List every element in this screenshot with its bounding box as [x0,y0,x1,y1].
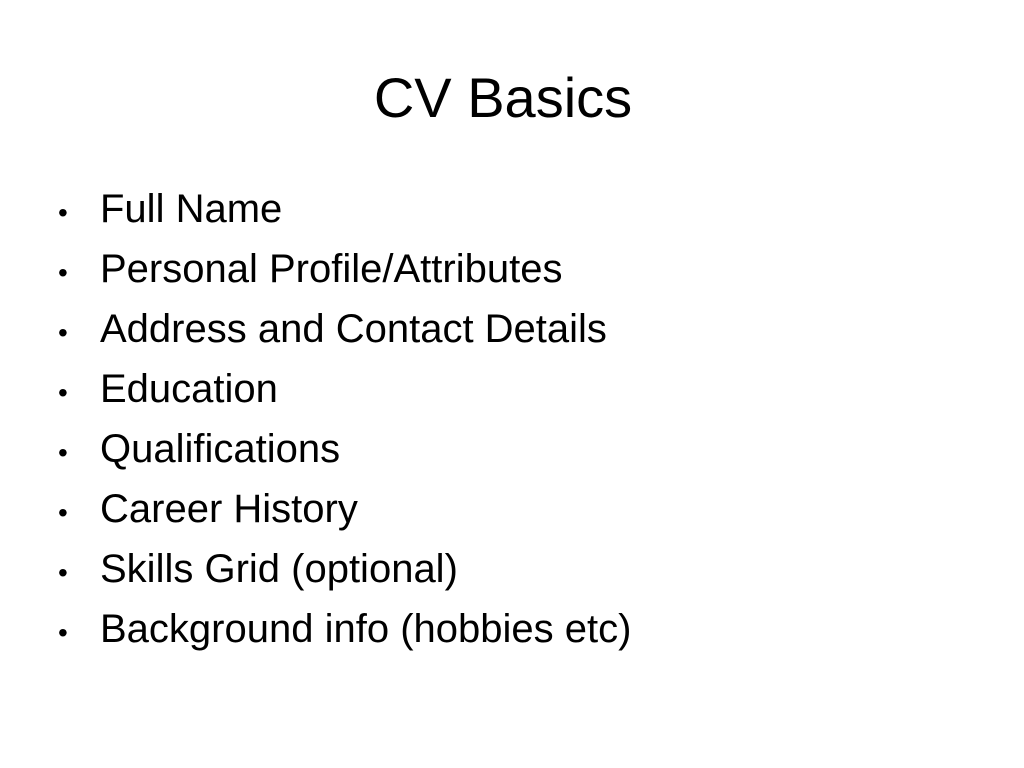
list-item [58,179,631,239]
list-item-label: Full Name [100,187,283,231]
bullet-icon: • [58,617,68,648]
list-item [58,539,631,599]
list-item-label: Education [100,367,278,411]
list-item [58,479,631,539]
bullet-icon: • [58,257,68,288]
list-item-label: Career History [100,487,358,531]
bullet-icon: • [58,437,68,468]
list-item-label: Address and Contact Details [100,307,607,351]
bullet-icon: • [58,497,68,528]
list-item-label: Qualifications [100,427,341,471]
list-item [58,419,631,479]
bullet-icon: • [58,197,68,228]
bullet-icon: • [58,557,68,588]
list-item [58,239,631,299]
list-item-label: Skills Grid (optional) [100,547,458,591]
list-item-label: Background info (hobbies etc) [100,607,632,651]
list-item [58,359,631,419]
list-item [58,299,631,359]
list-item-label: Personal Profile/Attributes [100,247,563,291]
bullet-icon: • [58,377,68,408]
list-item [58,599,631,659]
bullet-list [58,179,631,659]
bullet-icon: • [58,317,68,348]
slide-title: CV Basics [373,66,633,129]
